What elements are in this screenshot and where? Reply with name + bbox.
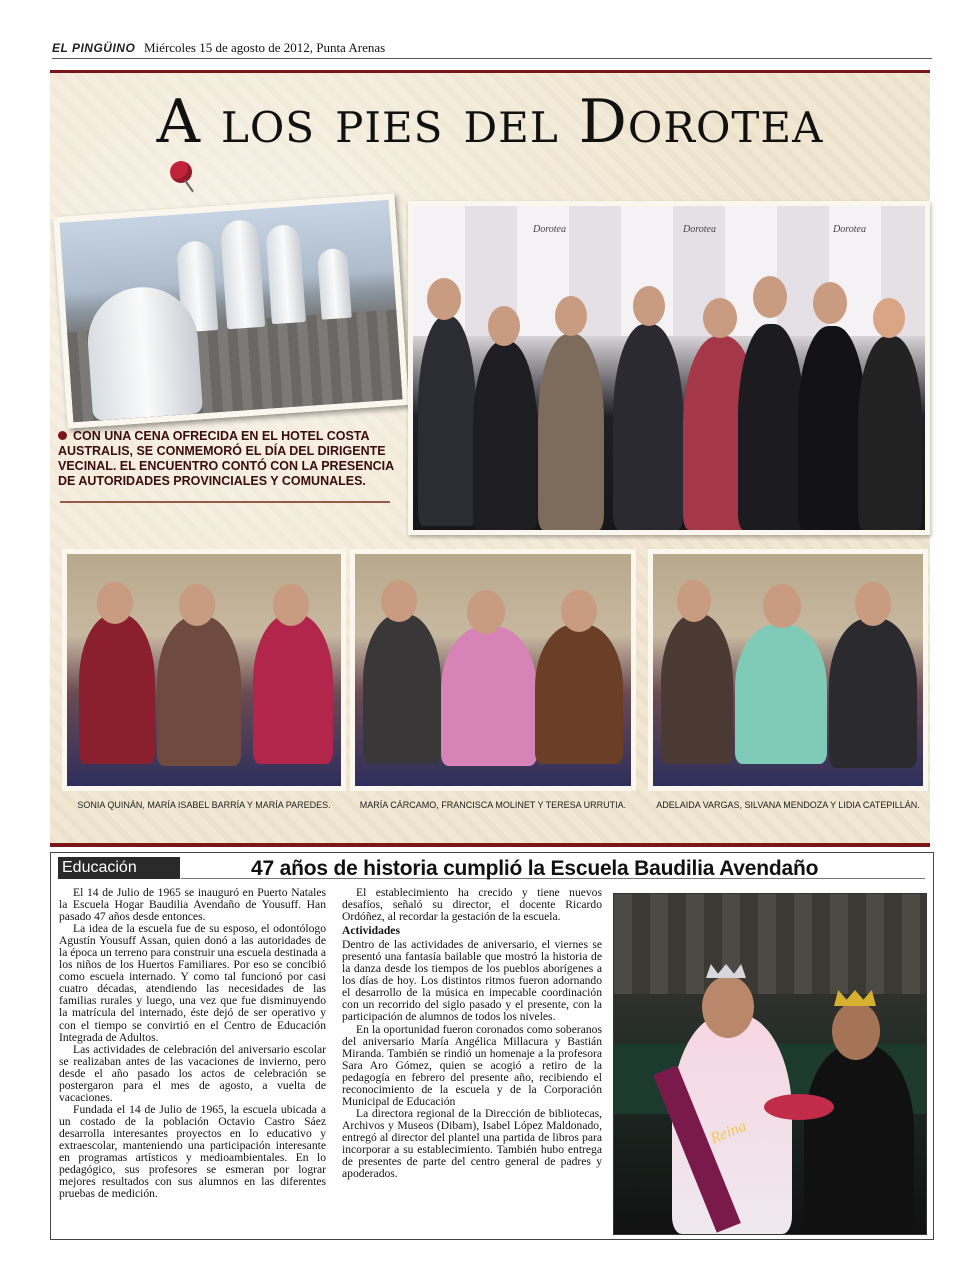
section-tag: Educación — [58, 857, 180, 879]
feature-panel — [50, 70, 930, 847]
bullet-icon — [58, 431, 67, 440]
backdrop-logo-1: Dorotea — [533, 224, 566, 235]
sash-text: Reina — [707, 1117, 749, 1148]
seated-photo-3 — [648, 549, 928, 791]
feature-headline: A los pies del Dorotea — [156, 87, 824, 157]
backdrop-logo-2: Dorotea — [683, 224, 716, 235]
paragraph: El establecimiento ha crecido y tiene nuevos desafíos, señaló su director, el docente Ricardo Ordóñez, al recordar la gestación de la escuela. — [342, 886, 602, 924]
sculpture-photo — [53, 193, 409, 428]
photo-caption-3: ADELAIDA VARGAS, SILVANA MENDOZA Y LIDIA CATEPILLÁN. — [656, 800, 920, 810]
ornament-rule — [60, 501, 390, 503]
photo-caption-2: MARÍA CÁRCAMO, FRANCISCA MOLINET Y TERESA URRUTIA. — [359, 800, 627, 810]
pushpin-icon — [170, 161, 192, 183]
paper-name: EL PINGÜINO — [52, 41, 136, 55]
pushpin-needle — [184, 180, 194, 193]
paragraph: Fundada el 14 de Julio de 1965, la escuela ubicada a un costado de la población Octavio Castro Sáez desarrolla interesantes proyectos en lo educativo y extraescolar, manteniendo una participación interesante en programas artísticos y medioambientales. En lo pedagógico, sus profesores se esmeran por lograr mejores resultados con sus alumnos en las diferentes pruebas de medición. — [59, 1102, 326, 1201]
seated-photo-2 — [350, 549, 636, 791]
article-column-1 — [59, 887, 326, 1200]
article-title: 47 años de historia cumplió la Escuela Baudilia Avendaño — [251, 857, 819, 880]
dateline: Miércoles 15 de agosto de 2012, Punta Arenas — [144, 40, 386, 55]
paragraph: La idea de la escuela fue de su esposo, el odontólogo Agustín Yousuff Assan, quien donó a las autoridades de la época un terreno para construir una escuela destinada a los niños de los Huertos Familiares. Por eso se concibió como escuela internado. Y como tal funcionó por casi cuatro décadas, atendiendo las necesidades de las familias rurales y luego, una vez que fue disminuyendo la matrícula del internado, éste dejó de ser operativo y con el tiempo se convirtió en el Centro de Educación Integrada de Adultos. — [59, 922, 326, 1044]
group-photo — [408, 201, 930, 535]
masthead — [52, 40, 932, 59]
feature-caption: CON UNA CENA OFRECIDA EN EL HOTEL COSTA AUSTRALIS, SE CONMEMORÓ EL DÍA DEL DIRIGENTE VECINAL. EL ENCUENTRO CONTÓ CON LA PRESENCIA DE AUTORIDADES PROVINCIALES Y COMUNALES. — [58, 429, 394, 488]
coronation-photo — [613, 893, 927, 1235]
paragraph: El 14 de Julio de 1965 se inauguró en Puerto Natales la Escuela Hogar Baudilia Avendaño de Yousuff. Han pasado 47 años desde entonces. — [59, 886, 326, 924]
article-column-2 — [342, 887, 602, 1180]
paragraph: En la oportunidad fueron coronados como soberanos del aniversario María Angélica Millacura y Bastián Miranda. También se rindió un homenaje a la profesora Sara Aro Gómez, quien se acogió a retiro de la pedagogía en febrero del presente año, recibiendo el reconocimiento de la escuela y de la Corporación Municipal de Educación — [342, 1022, 602, 1108]
article — [50, 852, 934, 1240]
backdrop-logo-3: Dorotea — [833, 224, 866, 235]
paragraph: La directora regional de la Dirección de bibliotecas, Archivos y Museos (Dibam), Isabel López Maldonado, entregó al director del plantel una partida de libros para incorporar a su establecimiento. También hubo entrega de presentes de parte del centro general de padres y apoderados. — [342, 1106, 602, 1181]
seated-photo-1 — [62, 549, 346, 791]
paragraph: Las actividades de celebración del aniversario escolar se realizaban antes de las vacaciones de invierno, pero desde el año pasado los actos de celebración se postergaron para el mes de agosto, a vuelta de vacaciones. — [59, 1042, 326, 1104]
paragraph: Dentro de las actividades de aniversario, el viernes se presentó una fantasía bailable que mostró la historia de la danza desde los tiempos de los pueblos aborígenes a los días de hoy. Los distintos ritmos fueron adornando el desarrollo de la música en impecable coordinación con un recorrido del siglo pasado y el presente, con la participación de alumnos de todos los niveles. — [342, 938, 602, 1024]
photo-caption-1: SONIA QUINÁN, MARÍA ISABEL BARRÍA Y MARÍA PAREDES. — [77, 800, 331, 810]
subheading: Actividades — [342, 924, 400, 938]
